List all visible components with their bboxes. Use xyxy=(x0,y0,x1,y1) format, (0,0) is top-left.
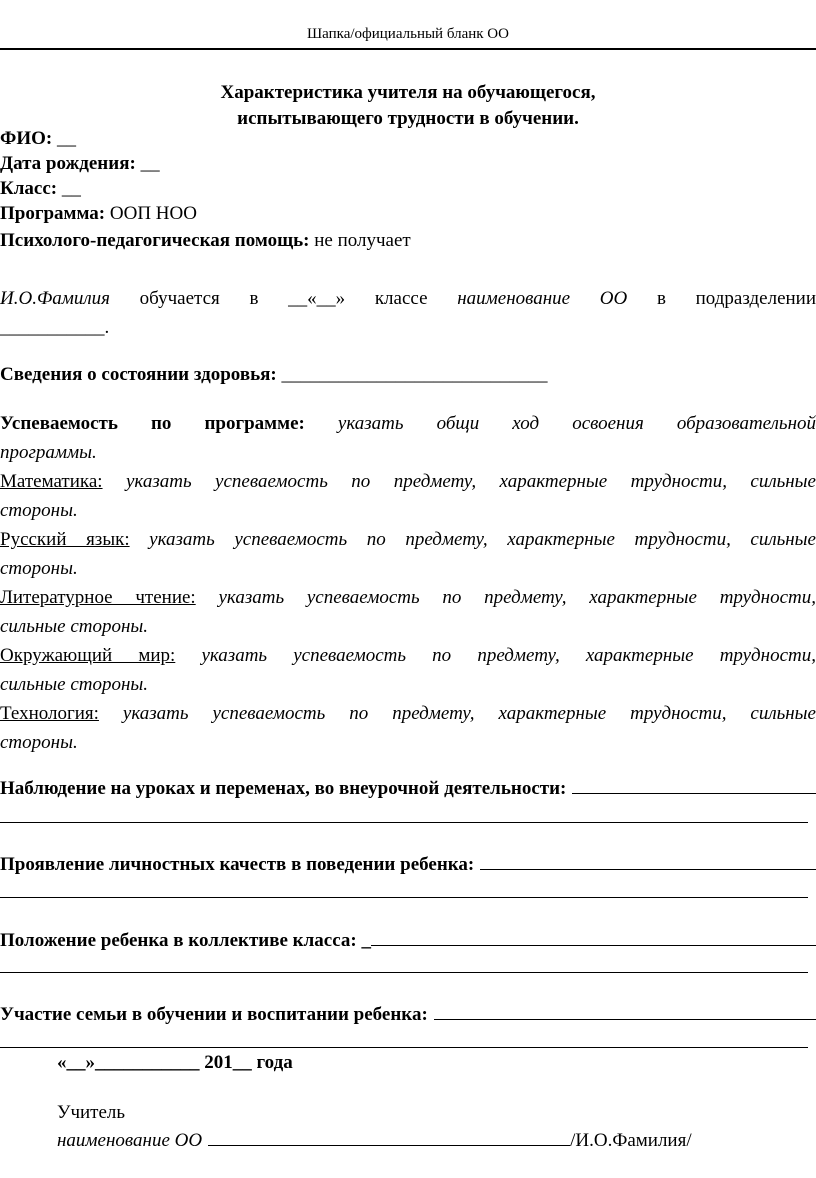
study-text-1: обучается в xyxy=(139,288,259,309)
letterhead xyxy=(0,0,816,50)
subject-world-line-1 xyxy=(0,641,816,670)
subject-reading-text: указать успеваемость по предмету, характерные трудности, xyxy=(218,587,816,608)
dept-blank: ___________. xyxy=(0,317,110,338)
family-row xyxy=(0,1000,816,1029)
subject-world-line-2 xyxy=(0,670,816,699)
subject-reading-text-2: сильные стороны. xyxy=(0,616,149,637)
signature-blank xyxy=(208,1127,570,1146)
document-title xyxy=(0,80,816,132)
class-blank: __«__» xyxy=(288,288,346,309)
health-row xyxy=(0,360,816,389)
title-line-2: испытывающего трудности в обучении. xyxy=(237,108,579,129)
dob-row xyxy=(0,151,816,176)
observation-row xyxy=(0,774,816,803)
subject-math-line-1 xyxy=(0,467,816,496)
study-text-3: в подразделении xyxy=(656,288,816,309)
progress-desc-1: указать общи ход освоения образовательной xyxy=(337,413,816,434)
subject-russian-name: Русский язык: xyxy=(0,529,130,550)
class-row xyxy=(0,176,816,201)
subject-world-text: указать успеваемость по предмету, характерные трудности, xyxy=(201,645,816,666)
family-line xyxy=(0,1047,808,1048)
student-name: И.О.Фамилия xyxy=(0,288,110,309)
dob-label: Дата рождения: xyxy=(0,153,136,174)
program-label: Программа: xyxy=(0,203,106,224)
subject-math-text: указать успеваемость по предмету, характерные трудности, сильные xyxy=(125,471,816,492)
position-row xyxy=(0,926,816,955)
subject-math-name: Математика: xyxy=(0,471,103,492)
subject-russian-line-2 xyxy=(0,554,816,583)
health-blank: ____________________________ xyxy=(281,364,548,385)
fio-label: ФИО: xyxy=(0,128,53,149)
family-blank xyxy=(434,1001,816,1020)
study-paragraph xyxy=(0,284,816,342)
qualities-line xyxy=(0,897,808,898)
help-row xyxy=(0,226,816,256)
signature-org: наименование ОО xyxy=(57,1130,203,1151)
help-value: не получает xyxy=(314,230,411,251)
study-text-2: классе xyxy=(374,288,428,309)
subject-tech-text-2: стороны. xyxy=(0,732,78,753)
help-label: Психолого-педагогическая помощь: xyxy=(0,230,310,251)
class-label: Класс: xyxy=(0,178,58,199)
progress-label: Успеваемость по программе: xyxy=(0,413,305,434)
subject-russian-line-1 xyxy=(0,525,816,554)
position-line xyxy=(0,972,808,973)
subject-math-line-2 xyxy=(0,496,816,525)
subject-reading-line-2 xyxy=(0,612,816,641)
study-line-1 xyxy=(0,284,816,313)
subject-tech-line-1 xyxy=(0,699,816,728)
subject-world-name: Окружающий мир: xyxy=(0,645,176,666)
progress-line-1 xyxy=(0,409,816,438)
dob-value: __ xyxy=(140,153,160,174)
progress-block xyxy=(0,409,816,757)
qualities-label: Проявление личностных качеств в поведении ребенка: xyxy=(0,854,475,875)
subject-tech-name: Технология: xyxy=(0,703,99,724)
program-row xyxy=(0,201,816,226)
observation-label: Наблюдение на уроках и переменах, во внеурочной деятельности: xyxy=(0,778,567,799)
subject-tech-text: указать успеваемость по предмету, характерные трудности, сильные xyxy=(122,703,816,724)
fio-row xyxy=(0,126,816,151)
signature-role: Учитель xyxy=(57,1102,126,1123)
position-blank xyxy=(371,927,816,946)
qualities-row xyxy=(0,850,816,879)
subject-russian-text-2: стороны. xyxy=(0,558,78,579)
observation-line xyxy=(0,822,808,823)
signature-row xyxy=(57,1127,692,1152)
org-name: наименование ОО xyxy=(457,288,628,309)
program-value: ООП НОО xyxy=(109,203,197,224)
letterhead-text: Шапка/официальный бланк ОО xyxy=(307,26,509,42)
fio-value: __ xyxy=(56,128,76,149)
signature-name: /И.О.Фамилия/ xyxy=(570,1130,692,1151)
position-label: Положение ребенка в коллективе класса: _ xyxy=(0,930,371,951)
progress-desc-2: программы. xyxy=(0,442,97,463)
subject-reading-line-1 xyxy=(0,583,816,612)
qualities-blank xyxy=(480,851,816,870)
progress-line-2 xyxy=(0,438,816,467)
student-fields xyxy=(0,126,816,256)
health-label: Сведения о состоянии здоровья: xyxy=(0,364,277,385)
subject-reading-name: Литературное чтение: xyxy=(0,587,196,608)
subject-math-text-2: стороны. xyxy=(0,500,78,521)
subject-russian-text: указать успеваемость по предмету, характерные трудности, сильные xyxy=(149,529,816,550)
family-label: Участие семьи в обучении и воспитании ребенка: xyxy=(0,1004,428,1025)
subject-world-text-2: сильные стороны. xyxy=(0,674,149,695)
subject-tech-line-2 xyxy=(0,728,816,757)
title-line-1: Характеристика учителя на обучающегося, xyxy=(220,82,596,103)
date-line: «__»___________ 201__ года xyxy=(57,1052,293,1073)
class-value: __ xyxy=(61,178,81,199)
observation-blank xyxy=(572,775,816,794)
